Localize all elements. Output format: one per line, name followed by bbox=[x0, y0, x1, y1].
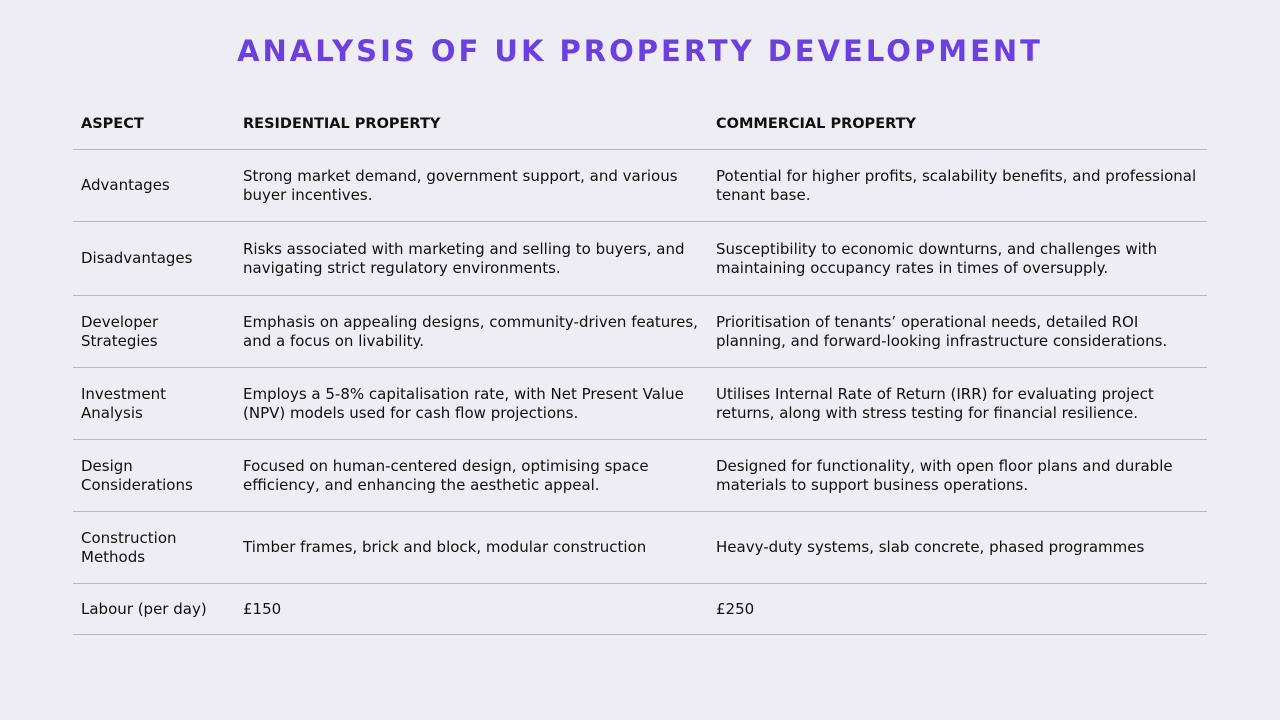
cell-residential: Focused on human-centered design, optimising space efficiency, and enhancing the aesthetic appeal. bbox=[235, 440, 708, 512]
header-residential: RESIDENTIAL PROPERTY bbox=[235, 100, 708, 150]
table-row bbox=[73, 222, 1207, 296]
header-aspect: ASPECT bbox=[73, 100, 235, 150]
comparison-table bbox=[73, 100, 1207, 635]
page-title: ANALYSIS OF UK PROPERTY DEVELOPMENT bbox=[237, 34, 1043, 68]
cell-commercial: Prioritisation of tenants’ operational needs, detailed ROI planning, and forward-looking infrastructure considerations. bbox=[708, 296, 1207, 368]
table-row bbox=[73, 150, 1207, 222]
cell-residential: Employs a 5-8% capitalisation rate, with Net Present Value (NPV) models used for cash flow projections. bbox=[235, 368, 708, 440]
cell-commercial: Designed for functionality, with open floor plans and durable materials to support business operations. bbox=[708, 440, 1207, 512]
table-row bbox=[73, 296, 1207, 368]
cell-commercial: Potential for higher profits, scalability benefits, and professional tenant base. bbox=[708, 150, 1207, 222]
table-row bbox=[73, 440, 1207, 512]
cell-aspect: Design Considerations bbox=[73, 440, 235, 512]
cell-aspect: Developer Strategies bbox=[73, 296, 235, 368]
table-header-row bbox=[73, 100, 1207, 150]
cell-commercial: Utilises Internal Rate of Return (IRR) for evaluating project returns, along with stress testing for financial resilience. bbox=[708, 368, 1207, 440]
table-row bbox=[73, 584, 1207, 635]
cell-commercial: £250 bbox=[708, 584, 1207, 635]
table-row bbox=[73, 512, 1207, 584]
table-row bbox=[73, 368, 1207, 440]
header-commercial: COMMERCIAL PROPERTY bbox=[708, 100, 1207, 150]
cell-residential: £150 bbox=[235, 584, 708, 635]
cell-residential: Risks associated with marketing and selling to buyers, and navigating strict regulatory environments. bbox=[235, 222, 708, 296]
cell-aspect: Labour (per day) bbox=[73, 584, 235, 635]
cell-residential: Strong market demand, government support, and various buyer incentives. bbox=[235, 150, 708, 222]
cell-commercial: Susceptibility to economic downturns, and challenges with maintaining occupancy rates in times of oversupply. bbox=[708, 222, 1207, 296]
cell-aspect: Construction Methods bbox=[73, 512, 235, 584]
cell-residential: Timber frames, brick and block, modular construction bbox=[235, 512, 708, 584]
cell-aspect: Investment Analysis bbox=[73, 368, 235, 440]
cell-residential: Emphasis on appealing designs, community-driven features, and a focus on livability. bbox=[235, 296, 708, 368]
cell-aspect: Advantages bbox=[73, 150, 235, 222]
cell-commercial: Heavy-duty systems, slab concrete, phased programmes bbox=[708, 512, 1207, 584]
cell-aspect: Disadvantages bbox=[73, 222, 235, 296]
